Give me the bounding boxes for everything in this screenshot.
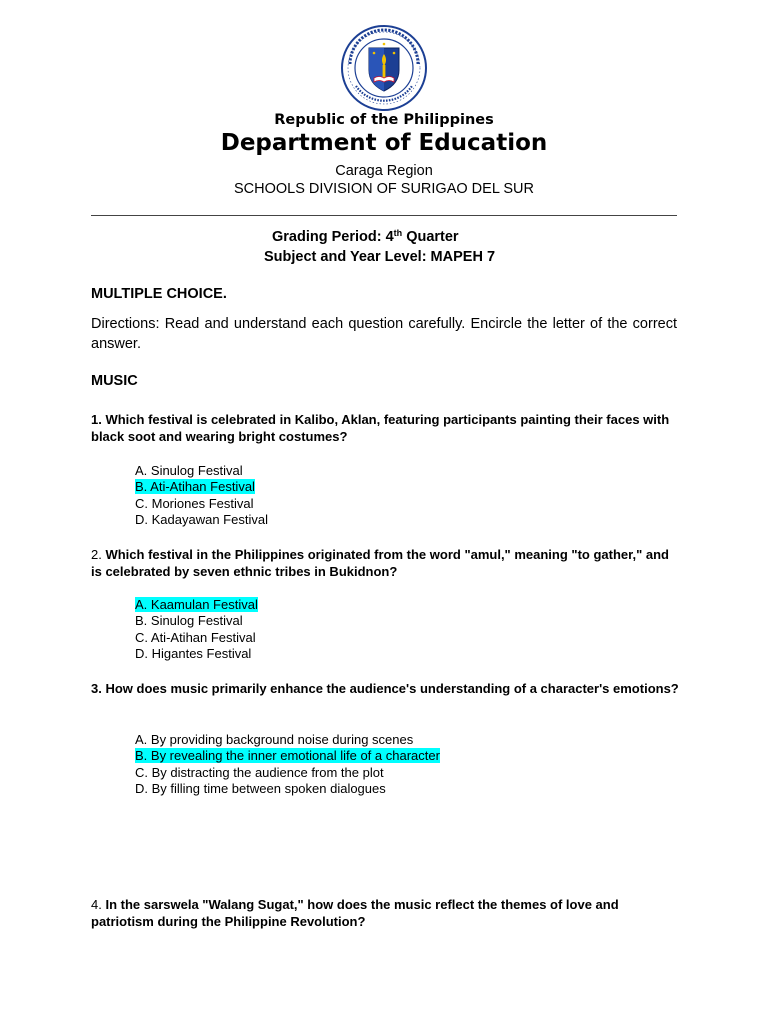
choice-text: C. Moriones Festival (135, 495, 254, 511)
grading-superscript: th (393, 228, 403, 238)
grading-period (272, 229, 459, 245)
question-4 (91, 896, 681, 930)
subject-level: Subject and Year Level: MAPEH 7 (264, 249, 496, 265)
choice-text: B. Sinulog Festival (135, 613, 243, 629)
choice-item-correct (135, 479, 268, 495)
choice-item (135, 512, 268, 528)
question-3 (91, 680, 681, 697)
grading-label: Grading Period: 4 (272, 229, 394, 245)
question-text: In the sarswela "Walang Sugat," how does the music reflect the themes of love and patriotism during the Philippine Revolution? (91, 897, 619, 929)
choice-item (135, 765, 440, 781)
republic-heading: Republic of the Philippines (274, 112, 494, 128)
question-1 (91, 411, 681, 445)
choice-text: B. Ati-Atihan Festival (135, 479, 255, 495)
question-text: How does music primarily enhance the audience's understanding of a character's emotions? (105, 681, 679, 696)
choice-item-correct (135, 748, 440, 764)
choice-text: D. Kadayawan Festival (135, 511, 268, 527)
division-heading: SCHOOLS DIVISION OF SURIGAO DEL SUR (234, 181, 534, 197)
choice-text: A. Sinulog Festival (135, 463, 243, 478)
section-heading: MUSIC (91, 373, 138, 389)
choice-text: D. Higantes Festival (135, 645, 252, 661)
choice-text: A. By providing background noise during scenes (135, 732, 414, 747)
question-number: 2. (91, 547, 102, 562)
choice-item (135, 781, 440, 797)
header-divider (91, 215, 677, 216)
question-text: Which festival in the Philippines originated from the word "amul," meaning "to gather," and is celebrated by seven ethnic tribes in Bukidnon? (91, 547, 669, 579)
choices-1 (135, 463, 268, 528)
question-number: 1. (91, 412, 102, 427)
choice-text: C. By distracting the audience from the plot (135, 764, 384, 780)
department-heading: Department of Education (220, 130, 548, 156)
directions-text: Directions: Read and understand each question carefully. Encircle the letter of the correct answer. (91, 316, 677, 352)
choice-item (135, 613, 258, 629)
question-number: 3. (91, 681, 102, 696)
choice-text: A. Kaamulan Festival (135, 597, 258, 612)
choice-item (135, 496, 268, 512)
deped-seal-logo (336, 24, 432, 112)
grading-suffix: Quarter (402, 229, 459, 245)
choice-text: C. Ati-Atihan Festival (135, 629, 256, 645)
question-text: Which festival is celebrated in Kalibo, Aklan, featuring participants painting their faces with black soot and wearing bright costumes? (91, 412, 670, 444)
choice-item-correct (135, 597, 258, 613)
choice-text: B. By revealing the inner emotional life of a character (135, 748, 440, 764)
choice-text: D. By filling time between spoken dialogues (135, 780, 386, 796)
choice-item (135, 463, 268, 479)
question-number: 4. (91, 897, 102, 912)
choices-3 (135, 732, 440, 797)
choice-item (135, 630, 258, 646)
choice-item (135, 732, 440, 748)
question-2 (91, 546, 681, 580)
choice-item (135, 646, 258, 662)
choices-2 (135, 597, 258, 662)
test-type-heading: MULTIPLE CHOICE. (91, 286, 227, 302)
region-heading: Caraga Region (335, 163, 433, 179)
